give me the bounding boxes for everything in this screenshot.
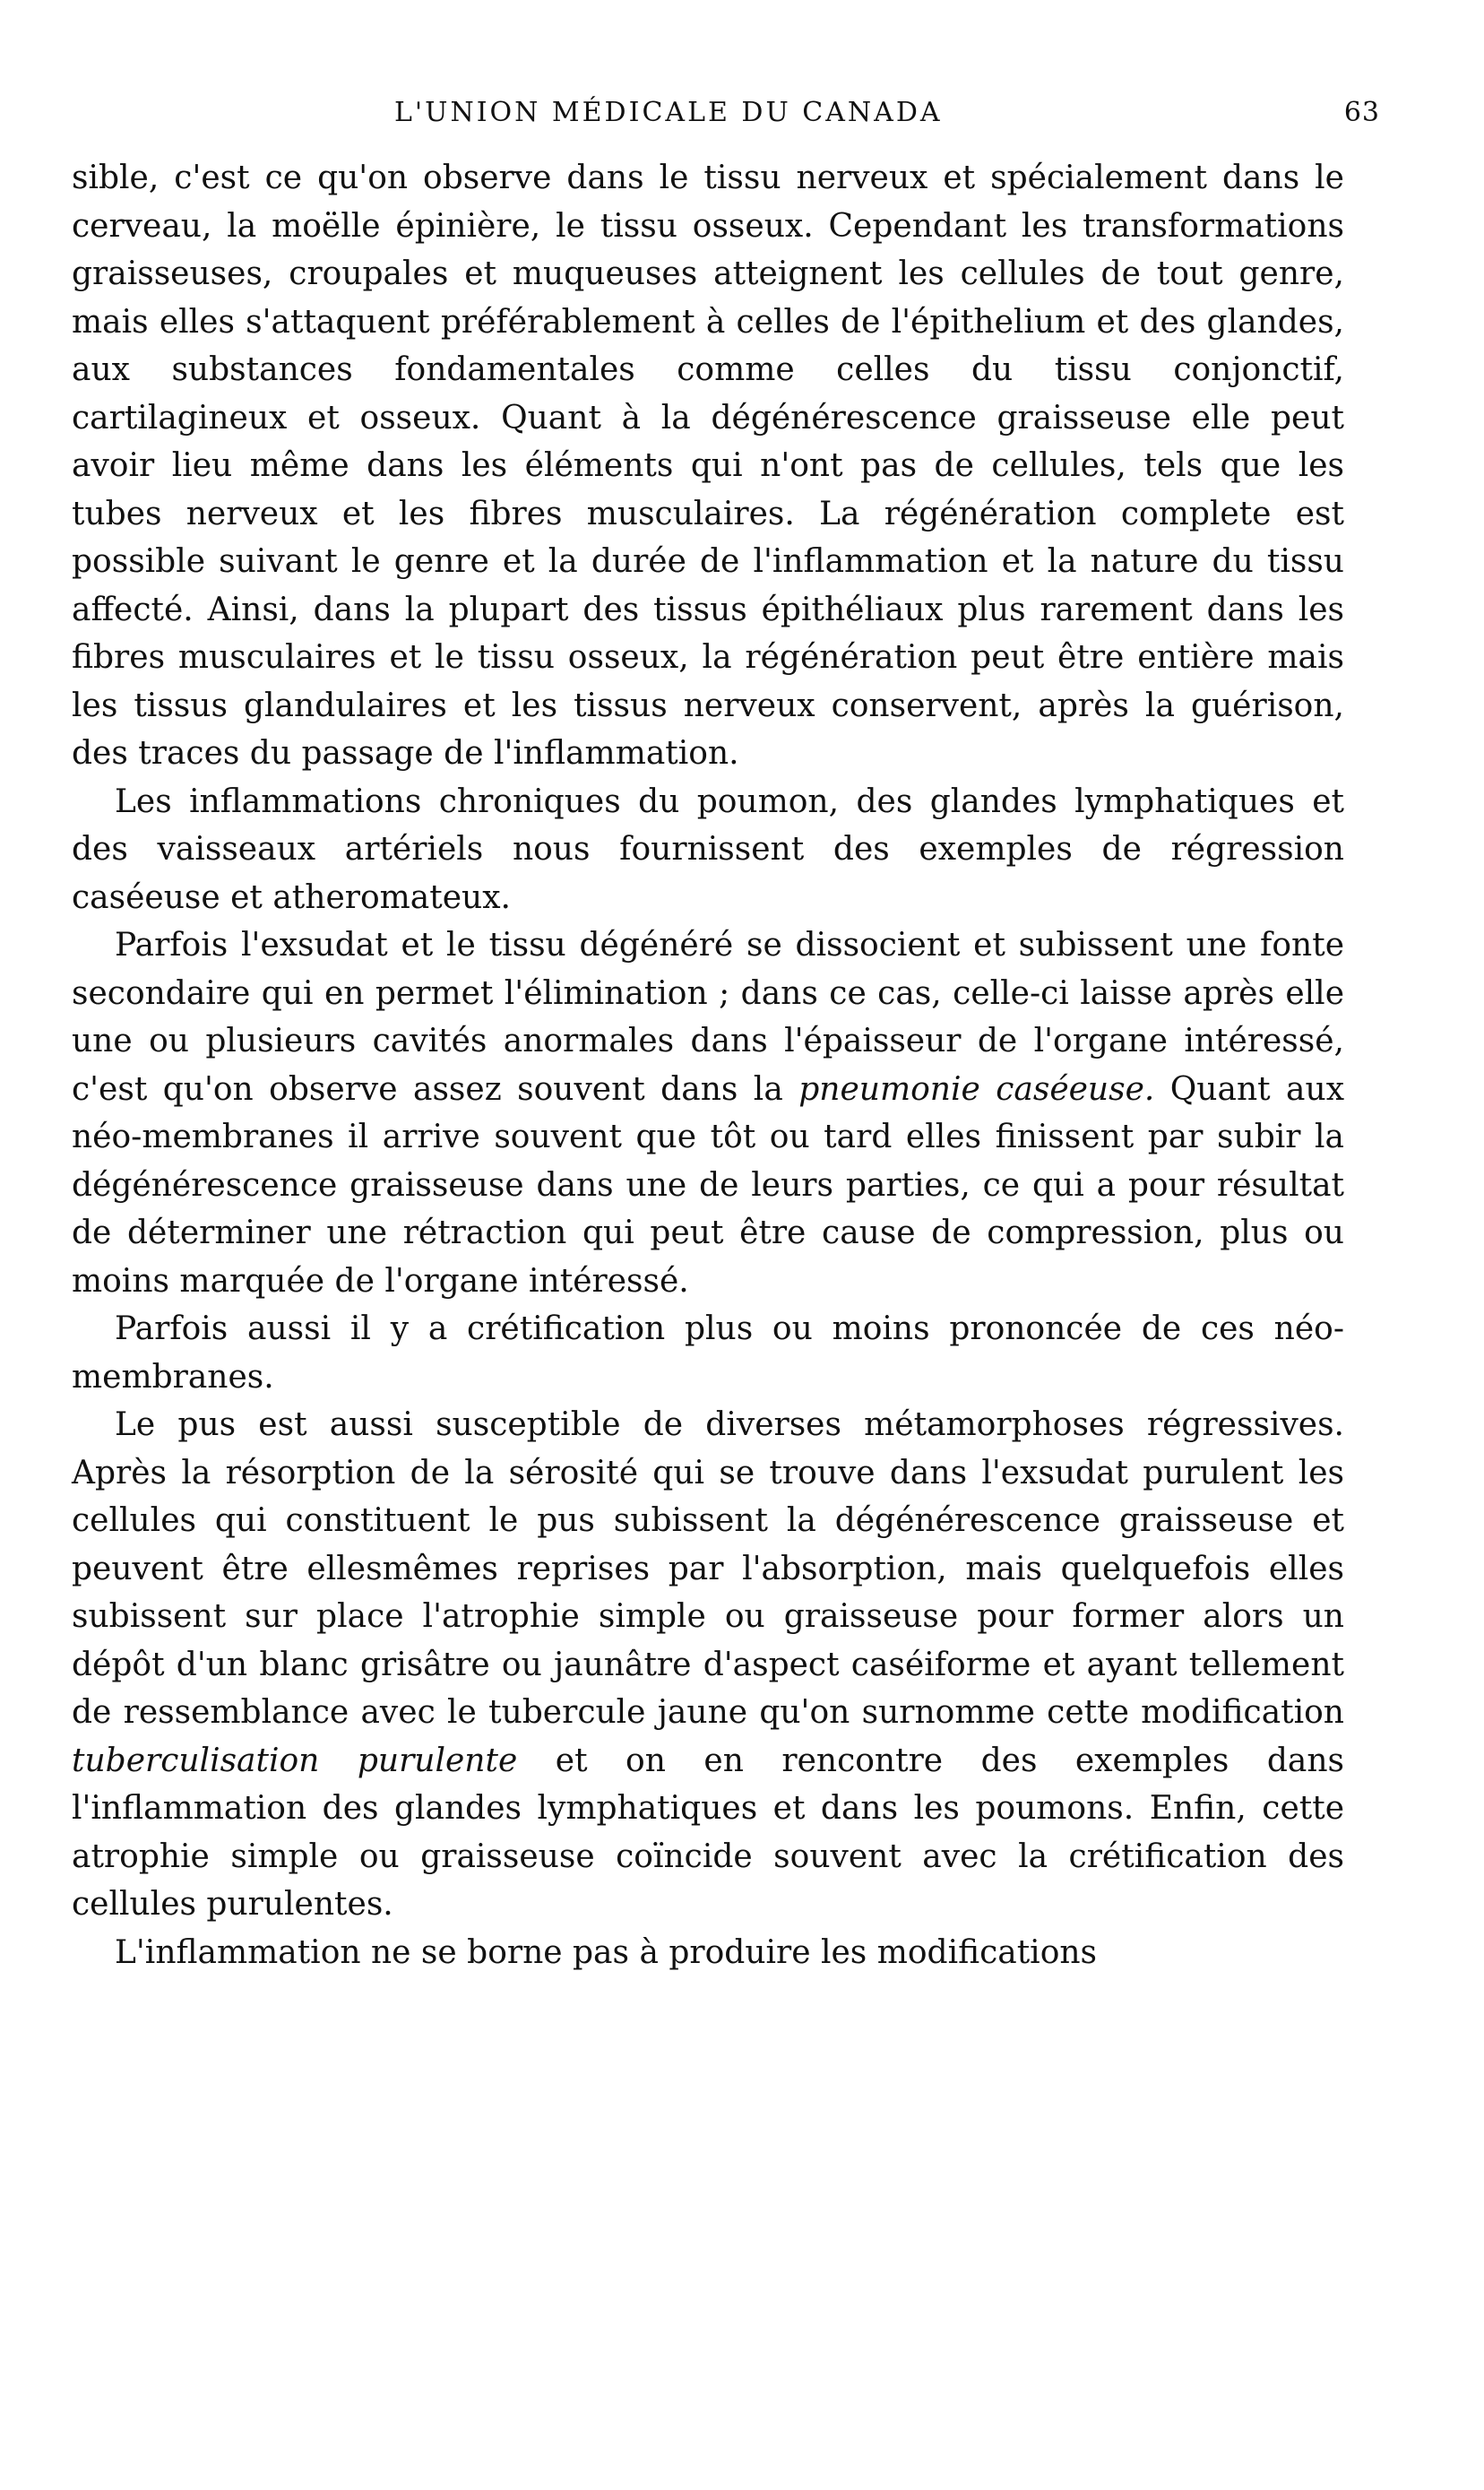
- paragraph-6: L'inflammation ne se borne pas à produire les modifications: [115, 1933, 1098, 1971]
- paragraph-2: Les inflammations chroniques du poumon, des glandes lymphatiques et des vaisseaux artériels nous fournissent des exemples de régression caséeuse et atheromateux.: [72, 782, 1344, 916]
- running-header: [72, 90, 1380, 143]
- body-text: [72, 154, 1344, 1976]
- page-number: 63: [1343, 97, 1380, 128]
- paragraph-3-italic: pneumonie caséeuse.: [798, 1070, 1155, 1108]
- paragraph-3-after: Quant aux néo-membranes il arrive souvent que tôt ou tard elles finissent par subir la dégénérescence graisseuse dans une de leurs parties, ce qui a pour résultat de déterminer une rétraction qui peut être cause de compression, plus ou moins marquée de l'organe intéressé.: [72, 1070, 1345, 1300]
- paragraph-5-after: et on en rencontre des exemples dans l'inflammation des glandes lymphatiques et dans les poumons. Enfin, cette atrophie simple ou graisseuse coïncide souvent avec la crétification des cellules purulentes.: [72, 1742, 1344, 1923]
- paragraph-1: sible, c'est ce qu'on observe dans le tissu nerveux et spécialement dans le cerveau, la moëlle épinière, le tissu osseux. Cependant les transformations graisseuses, croupales et muqueuses atteignent les cellules de tout genre, mais elles s'attaquent préférablement à celles de l'épithelium et des glandes, aux substances fondamentales comme celles du tissu conjonctif, cartilagineux et osseux. Quant à la dégénérescence graisseuse elle peut avoir lieu même dans les éléments qui n'ont pas de cellules, tels que les tubes nerveux et les fibres musculaires. La régénération complete est possible suivant le genre et la durée de l'inflammation et la nature du tissu affecté. Ainsi, dans la plupart des tissus épithéliaux plus rarement dans les fibres musculaires et le tissu osseux, la régénération peut être entière mais les tissus glandulaires et les tissus nerveux conservent, après la guérison, des traces du passage de l'inflammation.: [72, 160, 1344, 772]
- paragraph-4: Parfois aussi il y a crétification plus ou moins prononcée de ces néo-membranes.: [72, 1310, 1344, 1396]
- document-page: [72, 90, 1380, 1976]
- paragraph-5-before: Le pus est aussi susceptible de diverses métamorphoses régressives. Après la résorption de la sérosité qui se trouve dans l'exsudat purulent les cellules qui constituent le pus subissent la dégénérescence graisseuse et peuvent être ellesmêmes reprises par l'absorption, mais quelquefois elles subissent sur place l'atrophie simple ou graisseuse pour former alors un dépôt d'un blanc grisâtre ou jaunâtre d'aspect caséiforme et ayant tellement de ressemblance avec le tubercule jaune qu'on surnomme cette modification: [72, 1406, 1344, 1731]
- paragraph-3: [72, 921, 1344, 1305]
- running-title: L'UNION MÉDICALE DU CANADA: [394, 97, 943, 128]
- paragraph-5-italic: tuberculisation purulente: [72, 1742, 518, 1779]
- paragraph-5: [72, 1401, 1344, 1929]
- paragraph-3-before: Parfois l'exsudat et le tissu dégénéré se dissocient et subissent une fonte secondaire qui en permet l'élimination ; dans ce cas, celle-ci laisse après elle une ou plusieurs cavités anormales dans l'épaisseur de l'organe intéressé, c'est qu'on observe assez souvent dans la: [72, 927, 1344, 1108]
